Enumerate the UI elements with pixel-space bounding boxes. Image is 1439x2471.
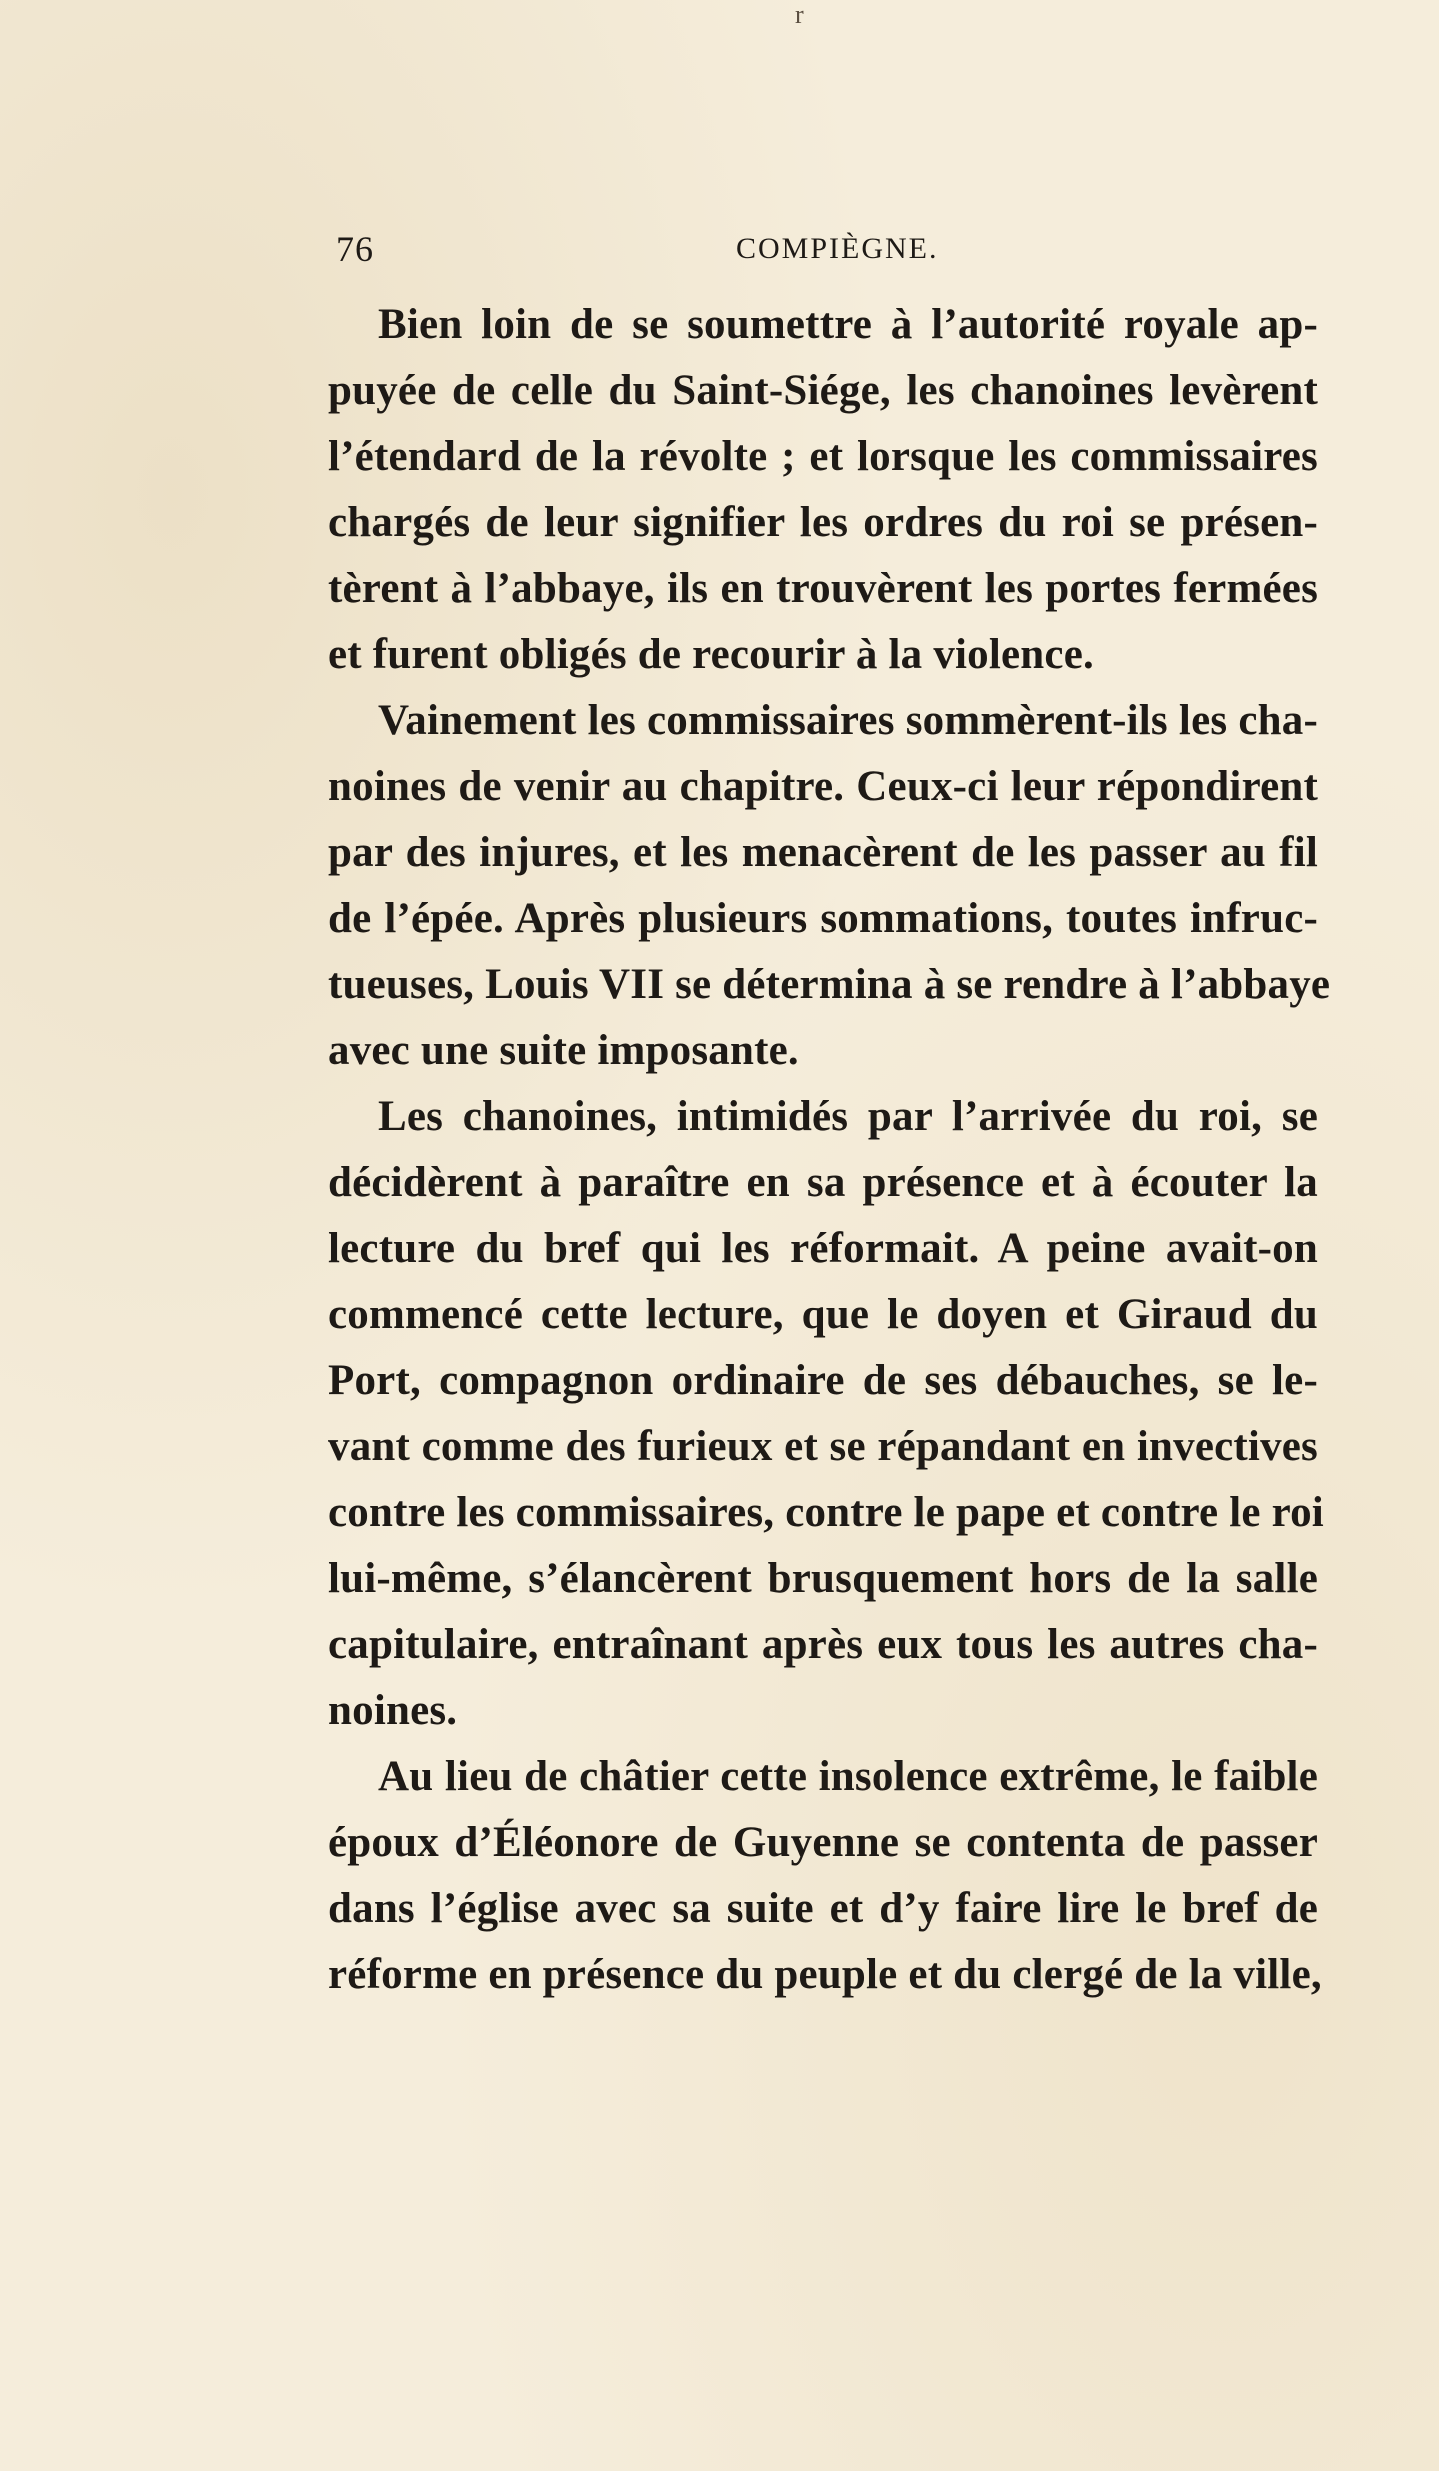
- text-line: Au lieu de châtier cette insolence extrême, le faible: [378, 1753, 1318, 1800]
- text-line: époux d’Éléonore de Guyenne se contenta de passer: [328, 1819, 1318, 1866]
- text-line: capitulaire, entraînant après eux tous les autres cha-: [328, 1621, 1318, 1668]
- text-line: dans l’église avec sa suite et d’y faire lire le bref de: [328, 1885, 1318, 1932]
- text-line: puyée de celle du Saint-Siége, les chanoines levèrent: [328, 367, 1318, 414]
- text-line: décidèrent à paraître en sa présence et à écouter la: [328, 1159, 1318, 1206]
- text-line: commencé cette lecture, que le doyen et Giraud du: [328, 1291, 1318, 1338]
- text-line: lecture du bref qui les réformait. A peine avait-on: [328, 1225, 1318, 1272]
- top-margin-mark: r: [795, 0, 804, 29]
- text-line: de l’épée. Après plusieurs sommations, toutes infruc-: [328, 895, 1318, 942]
- text-line: Les chanoines, intimidés par l’arrivée du roi, se: [378, 1093, 1318, 1140]
- text-line: lui-même, s’élancèrent brusquement hors de la salle: [328, 1555, 1318, 1602]
- text-line: et furent obligés de recourir à la violence.: [328, 631, 1094, 678]
- text-line: tèrent à l’abbaye, ils en trouvèrent les portes fermées: [328, 565, 1318, 612]
- text-line: chargés de leur signifier les ordres du roi se présen-: [328, 499, 1318, 546]
- page-number: 76: [336, 229, 374, 269]
- page-header: [336, 228, 1326, 268]
- text-line: vant comme des furieux et se répandant en invectives: [328, 1423, 1318, 1470]
- text-line: Vainement les commissaires sommèrent-ils les cha-: [378, 697, 1318, 744]
- text-line: noines.: [328, 1687, 458, 1734]
- text-line: contre les commissaires, contre le pape et contre le roi: [328, 1489, 1324, 1536]
- body-text: [328, 292, 1331, 2008]
- text-line: noines de venir au chapitre. Ceux-ci leur répondirent: [328, 763, 1318, 810]
- text-line: avec une suite imposante.: [328, 1027, 799, 1074]
- text-line: Port, compagnon ordinaire de ses débauches, se le-: [328, 1357, 1318, 1404]
- text-line: par des injures, et les menacèrent de les passer au fil: [328, 829, 1318, 876]
- text-line: l’étendard de la révolte ; et lorsque les commissaires: [328, 433, 1318, 480]
- text-line: réforme en présence du peuple et du clergé de la ville,: [328, 1951, 1322, 1998]
- running-head: COMPIÈGNE.: [736, 232, 939, 265]
- text-line: tueuses, Louis VII se détermina à se rendre à l’abbaye: [328, 961, 1331, 1008]
- text-line: Bien loin de se soumettre à l’autorité royale ap-: [378, 301, 1318, 348]
